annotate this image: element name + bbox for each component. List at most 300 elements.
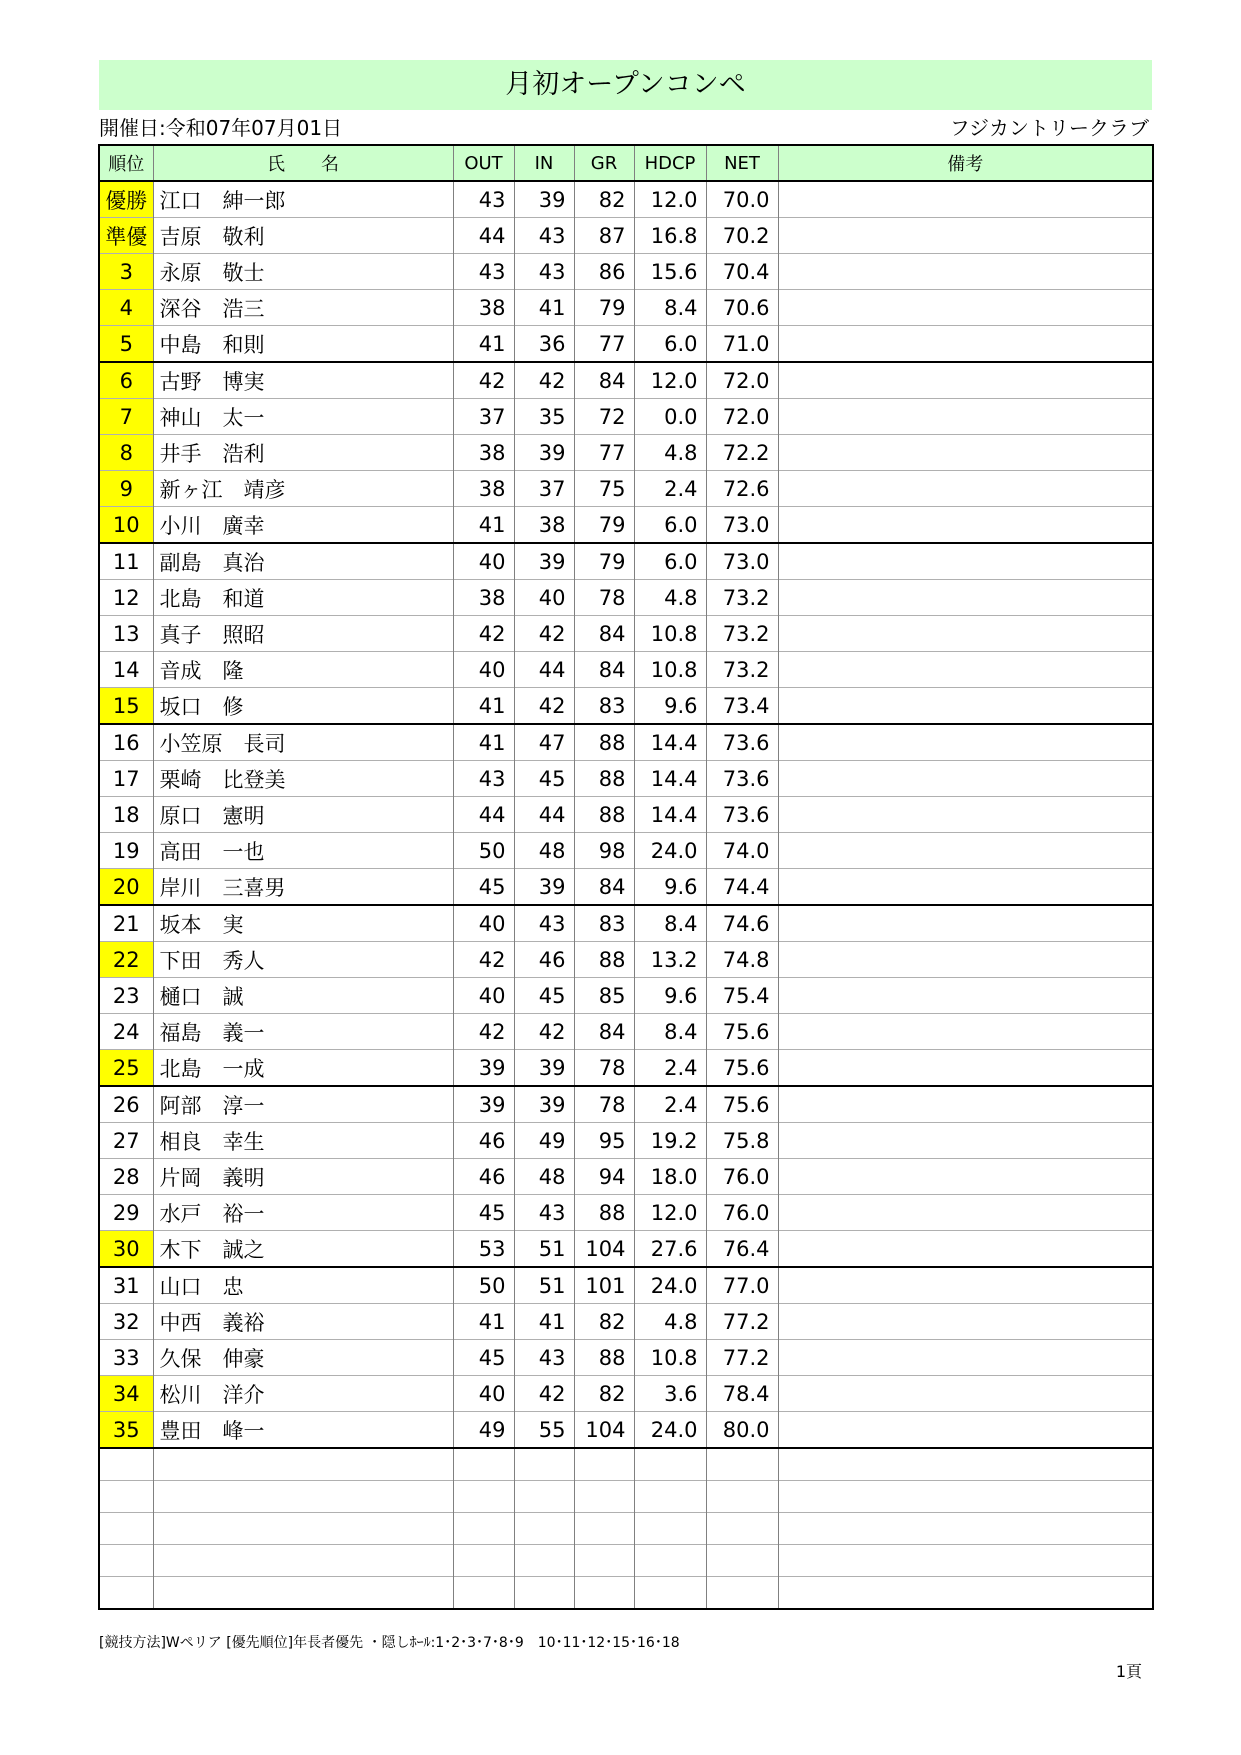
cell-name: 坂口 修	[153, 688, 453, 725]
cell-remarks	[778, 905, 1153, 942]
cell-hdcp: 4.8	[634, 435, 706, 471]
cell-in: 42	[514, 688, 574, 725]
cell-rank: 準優	[99, 218, 153, 254]
empty-cell	[634, 1545, 706, 1577]
cell-gr: 94	[574, 1159, 634, 1195]
empty-row	[99, 1577, 1153, 1610]
cell-out: 46	[453, 1123, 514, 1159]
cell-name: 音成 隆	[153, 652, 453, 688]
cell-rank: 24	[99, 1014, 153, 1050]
cell-out: 45	[453, 1195, 514, 1231]
cell-net: 70.0	[706, 181, 778, 218]
cell-in: 44	[514, 797, 574, 833]
table-row	[99, 978, 1153, 1014]
cell-gr: 98	[574, 833, 634, 869]
col-header-remarks: 備考	[778, 145, 1153, 181]
cell-in: 39	[514, 543, 574, 580]
cell-net: 73.4	[706, 688, 778, 725]
empty-row	[99, 1513, 1153, 1545]
cell-out: 44	[453, 797, 514, 833]
cell-net: 75.6	[706, 1086, 778, 1123]
cell-net: 80.0	[706, 1412, 778, 1449]
competition-rules-note: [競技方法]Wペリア [優先順位]年長者優先 ・隠しﾎｰﾙ:1･2･3･7･8･9 10･11･12･15･16･18	[99, 1635, 680, 1651]
cell-in: 44	[514, 652, 574, 688]
cell-gr: 88	[574, 797, 634, 833]
cell-gr: 77	[574, 326, 634, 363]
cell-rank: 35	[99, 1412, 153, 1449]
cell-rank: 19	[99, 833, 153, 869]
cell-rank: 3	[99, 254, 153, 290]
empty-cell	[574, 1448, 634, 1481]
cell-in: 42	[514, 1014, 574, 1050]
table-row	[99, 580, 1153, 616]
cell-net: 73.6	[706, 724, 778, 761]
cell-out: 45	[453, 1340, 514, 1376]
cell-remarks	[778, 688, 1153, 725]
cell-hdcp: 2.4	[634, 1086, 706, 1123]
empty-row	[99, 1545, 1153, 1577]
cell-net: 76.0	[706, 1195, 778, 1231]
cell-remarks	[778, 1086, 1153, 1123]
cell-out: 41	[453, 507, 514, 544]
cell-rank: 23	[99, 978, 153, 1014]
cell-net: 73.0	[706, 543, 778, 580]
empty-cell	[99, 1577, 153, 1610]
cell-out: 53	[453, 1231, 514, 1268]
header-row	[99, 145, 1153, 181]
cell-name: 下田 秀人	[153, 942, 453, 978]
cell-hdcp: 9.6	[634, 869, 706, 906]
col-header-hdcp: HDCP	[634, 145, 706, 181]
table-row	[99, 471, 1153, 507]
cell-hdcp: 19.2	[634, 1123, 706, 1159]
cell-gr: 88	[574, 761, 634, 797]
table-row	[99, 290, 1153, 326]
cell-hdcp: 14.4	[634, 761, 706, 797]
cell-name: 岸川 三喜男	[153, 869, 453, 906]
cell-remarks	[778, 254, 1153, 290]
table-row	[99, 507, 1153, 544]
table-row	[99, 543, 1153, 580]
table-row	[99, 724, 1153, 761]
cell-remarks	[778, 580, 1153, 616]
col-header-name: 氏 名	[153, 145, 453, 181]
cell-name: 坂本 実	[153, 905, 453, 942]
cell-net: 76.4	[706, 1231, 778, 1268]
cell-in: 42	[514, 1376, 574, 1412]
cell-gr: 104	[574, 1412, 634, 1449]
cell-rank: 17	[99, 761, 153, 797]
empty-cell	[99, 1545, 153, 1577]
cell-rank: 8	[99, 435, 153, 471]
empty-cell	[778, 1513, 1153, 1545]
table-row	[99, 652, 1153, 688]
cell-out: 42	[453, 1014, 514, 1050]
cell-net: 73.2	[706, 616, 778, 652]
empty-cell	[153, 1577, 453, 1610]
cell-gr: 79	[574, 507, 634, 544]
empty-cell	[453, 1513, 514, 1545]
table-row	[99, 905, 1153, 942]
cell-in: 40	[514, 580, 574, 616]
cell-net: 70.6	[706, 290, 778, 326]
empty-cell	[514, 1448, 574, 1481]
cell-hdcp: 8.4	[634, 290, 706, 326]
cell-gr: 83	[574, 905, 634, 942]
table-row	[99, 399, 1153, 435]
cell-remarks	[778, 652, 1153, 688]
cell-net: 77.0	[706, 1267, 778, 1304]
cell-out: 42	[453, 616, 514, 652]
cell-hdcp: 6.0	[634, 326, 706, 363]
empty-cell	[574, 1513, 634, 1545]
cell-gr: 72	[574, 399, 634, 435]
cell-name: 小川 廣幸	[153, 507, 453, 544]
cell-net: 72.0	[706, 399, 778, 435]
cell-name: 江口 紳一郎	[153, 181, 453, 218]
cell-out: 39	[453, 1086, 514, 1123]
cell-remarks	[778, 616, 1153, 652]
cell-net: 75.6	[706, 1014, 778, 1050]
empty-cell	[574, 1545, 634, 1577]
cell-rank: 優勝	[99, 181, 153, 218]
cell-out: 42	[453, 362, 514, 399]
cell-gr: 82	[574, 1304, 634, 1340]
cell-out: 39	[453, 1050, 514, 1087]
table-row	[99, 1086, 1153, 1123]
cell-net: 70.4	[706, 254, 778, 290]
empty-cell	[706, 1448, 778, 1481]
cell-gr: 78	[574, 1086, 634, 1123]
cell-out: 50	[453, 1267, 514, 1304]
event-date: 開催日:令和07年07月01日	[99, 116, 343, 140]
cell-gr: 84	[574, 652, 634, 688]
cell-in: 41	[514, 290, 574, 326]
cell-name: 樋口 誠	[153, 978, 453, 1014]
cell-rank: 26	[99, 1086, 153, 1123]
cell-rank: 16	[99, 724, 153, 761]
cell-in: 37	[514, 471, 574, 507]
cell-out: 43	[453, 254, 514, 290]
cell-out: 41	[453, 326, 514, 363]
cell-hdcp: 16.8	[634, 218, 706, 254]
cell-name: 中島 和則	[153, 326, 453, 363]
empty-cell	[514, 1513, 574, 1545]
cell-out: 44	[453, 218, 514, 254]
cell-in: 45	[514, 761, 574, 797]
empty-cell	[453, 1448, 514, 1481]
cell-hdcp: 15.6	[634, 254, 706, 290]
cell-gr: 83	[574, 688, 634, 725]
cell-net: 73.6	[706, 797, 778, 833]
cell-remarks	[778, 290, 1153, 326]
empty-cell	[706, 1481, 778, 1513]
cell-hdcp: 8.4	[634, 905, 706, 942]
col-header-rank: 順位	[99, 145, 153, 181]
cell-name: 吉原 敬利	[153, 218, 453, 254]
table-row	[99, 1340, 1153, 1376]
cell-rank: 20	[99, 869, 153, 906]
cell-in: 48	[514, 833, 574, 869]
cell-name: 新ヶ江 靖彦	[153, 471, 453, 507]
cell-hdcp: 24.0	[634, 833, 706, 869]
cell-gr: 78	[574, 580, 634, 616]
cell-remarks	[778, 1304, 1153, 1340]
table-row	[99, 797, 1153, 833]
cell-name: 北島 和道	[153, 580, 453, 616]
cell-hdcp: 4.8	[634, 580, 706, 616]
cell-gr: 88	[574, 942, 634, 978]
col-header-in: IN	[514, 145, 574, 181]
cell-remarks	[778, 507, 1153, 544]
cell-in: 45	[514, 978, 574, 1014]
cell-gr: 87	[574, 218, 634, 254]
cell-net: 70.2	[706, 218, 778, 254]
cell-rank: 28	[99, 1159, 153, 1195]
empty-cell	[706, 1545, 778, 1577]
table-row	[99, 1231, 1153, 1268]
empty-cell	[634, 1577, 706, 1610]
cell-gr: 86	[574, 254, 634, 290]
results-body	[99, 181, 1153, 1609]
cell-hdcp: 2.4	[634, 471, 706, 507]
cell-remarks	[778, 362, 1153, 399]
cell-remarks	[778, 471, 1153, 507]
cell-name: 神山 太一	[153, 399, 453, 435]
cell-in: 51	[514, 1267, 574, 1304]
empty-cell	[514, 1577, 574, 1610]
cell-remarks	[778, 435, 1153, 471]
cell-gr: 88	[574, 1340, 634, 1376]
cell-remarks	[778, 1014, 1153, 1050]
table-row	[99, 1159, 1153, 1195]
cell-name: 栗崎 比登美	[153, 761, 453, 797]
cell-gr: 77	[574, 435, 634, 471]
cell-hdcp: 0.0	[634, 399, 706, 435]
cell-rank: 33	[99, 1340, 153, 1376]
cell-net: 77.2	[706, 1340, 778, 1376]
cell-net: 74.4	[706, 869, 778, 906]
cell-hdcp: 9.6	[634, 688, 706, 725]
cell-hdcp: 27.6	[634, 1231, 706, 1268]
col-header-gr: GR	[574, 145, 634, 181]
table-row	[99, 869, 1153, 906]
cell-in: 38	[514, 507, 574, 544]
cell-out: 40	[453, 978, 514, 1014]
cell-rank: 6	[99, 362, 153, 399]
cell-out: 38	[453, 435, 514, 471]
cell-rank: 5	[99, 326, 153, 363]
table-row	[99, 218, 1153, 254]
empty-cell	[99, 1481, 153, 1513]
table-row	[99, 435, 1153, 471]
cell-hdcp: 14.4	[634, 724, 706, 761]
club-name: フジカントリークラブ	[949, 116, 1149, 140]
cell-rank: 31	[99, 1267, 153, 1304]
cell-gr: 79	[574, 543, 634, 580]
cell-net: 73.0	[706, 507, 778, 544]
cell-hdcp: 10.8	[634, 1340, 706, 1376]
cell-out: 45	[453, 869, 514, 906]
cell-hdcp: 12.0	[634, 1195, 706, 1231]
empty-cell	[574, 1481, 634, 1513]
cell-rank: 29	[99, 1195, 153, 1231]
cell-rank: 12	[99, 580, 153, 616]
cell-remarks	[778, 761, 1153, 797]
empty-cell	[778, 1577, 1153, 1610]
table-row	[99, 1267, 1153, 1304]
cell-rank: 14	[99, 652, 153, 688]
results-table	[98, 144, 1154, 1610]
table-row	[99, 1412, 1153, 1449]
empty-cell	[778, 1545, 1153, 1577]
cell-name: 久保 伸豪	[153, 1340, 453, 1376]
cell-out: 37	[453, 399, 514, 435]
cell-in: 43	[514, 254, 574, 290]
cell-in: 39	[514, 435, 574, 471]
cell-in: 41	[514, 1304, 574, 1340]
cell-rank: 15	[99, 688, 153, 725]
cell-net: 71.0	[706, 326, 778, 363]
cell-name: 小笠原 長司	[153, 724, 453, 761]
empty-cell	[778, 1481, 1153, 1513]
cell-in: 36	[514, 326, 574, 363]
cell-hdcp: 4.8	[634, 1304, 706, 1340]
empty-cell	[453, 1545, 514, 1577]
cell-rank: 7	[99, 399, 153, 435]
cell-in: 48	[514, 1159, 574, 1195]
cell-name: 片岡 義明	[153, 1159, 453, 1195]
cell-remarks	[778, 833, 1153, 869]
empty-cell	[574, 1577, 634, 1610]
cell-hdcp: 2.4	[634, 1050, 706, 1087]
cell-hdcp: 12.0	[634, 181, 706, 218]
cell-remarks	[778, 1376, 1153, 1412]
cell-in: 49	[514, 1123, 574, 1159]
cell-name: 古野 博実	[153, 362, 453, 399]
cell-net: 72.0	[706, 362, 778, 399]
cell-gr: 104	[574, 1231, 634, 1268]
table-row	[99, 688, 1153, 725]
cell-name: 水戸 裕一	[153, 1195, 453, 1231]
cell-out: 40	[453, 652, 514, 688]
cell-net: 74.0	[706, 833, 778, 869]
empty-cell	[634, 1448, 706, 1481]
cell-rank: 4	[99, 290, 153, 326]
cell-rank: 34	[99, 1376, 153, 1412]
cell-out: 38	[453, 290, 514, 326]
cell-name: 福島 義一	[153, 1014, 453, 1050]
cell-out: 43	[453, 181, 514, 218]
cell-gr: 88	[574, 724, 634, 761]
col-header-net: NET	[706, 145, 778, 181]
cell-out: 42	[453, 942, 514, 978]
cell-remarks	[778, 218, 1153, 254]
cell-hdcp: 6.0	[634, 543, 706, 580]
cell-out: 41	[453, 688, 514, 725]
empty-cell	[153, 1481, 453, 1513]
col-header-out: OUT	[453, 145, 514, 181]
table-row	[99, 942, 1153, 978]
cell-out: 40	[453, 905, 514, 942]
empty-cell	[514, 1545, 574, 1577]
cell-hdcp: 24.0	[634, 1267, 706, 1304]
cell-remarks	[778, 1050, 1153, 1087]
cell-remarks	[778, 326, 1153, 363]
cell-hdcp: 8.4	[634, 1014, 706, 1050]
table-row	[99, 1195, 1153, 1231]
cell-hdcp: 14.4	[634, 797, 706, 833]
cell-out: 41	[453, 1304, 514, 1340]
empty-cell	[706, 1513, 778, 1545]
table-row	[99, 1014, 1153, 1050]
cell-gr: 95	[574, 1123, 634, 1159]
cell-net: 73.2	[706, 652, 778, 688]
cell-net: 74.8	[706, 942, 778, 978]
cell-rank: 9	[99, 471, 153, 507]
cell-out: 41	[453, 724, 514, 761]
cell-in: 43	[514, 1340, 574, 1376]
cell-net: 72.2	[706, 435, 778, 471]
empty-cell	[153, 1545, 453, 1577]
cell-rank: 25	[99, 1050, 153, 1087]
cell-hdcp: 6.0	[634, 507, 706, 544]
table-row	[99, 181, 1153, 218]
table-row	[99, 326, 1153, 363]
cell-remarks	[778, 1231, 1153, 1268]
cell-gr: 79	[574, 290, 634, 326]
table-row	[99, 1376, 1153, 1412]
empty-cell	[778, 1448, 1153, 1481]
cell-in: 39	[514, 1086, 574, 1123]
cell-hdcp: 10.8	[634, 616, 706, 652]
cell-name: 松川 洋介	[153, 1376, 453, 1412]
empty-cell	[514, 1481, 574, 1513]
cell-remarks	[778, 978, 1153, 1014]
cell-net: 77.2	[706, 1304, 778, 1340]
cell-net: 75.6	[706, 1050, 778, 1087]
cell-remarks	[778, 869, 1153, 906]
cell-rank: 32	[99, 1304, 153, 1340]
cell-name: 永原 敬士	[153, 254, 453, 290]
table-row	[99, 362, 1153, 399]
cell-hdcp: 13.2	[634, 942, 706, 978]
cell-hdcp: 24.0	[634, 1412, 706, 1449]
empty-cell	[634, 1513, 706, 1545]
empty-row	[99, 1448, 1153, 1481]
cell-remarks	[778, 543, 1153, 580]
cell-name: 豊田 峰一	[153, 1412, 453, 1449]
cell-gr: 88	[574, 1195, 634, 1231]
empty-cell	[153, 1513, 453, 1545]
cell-out: 50	[453, 833, 514, 869]
cell-in: 42	[514, 362, 574, 399]
table-row	[99, 1123, 1153, 1159]
cell-rank: 30	[99, 1231, 153, 1268]
cell-rank: 22	[99, 942, 153, 978]
cell-rank: 10	[99, 507, 153, 544]
cell-out: 38	[453, 580, 514, 616]
cell-out: 38	[453, 471, 514, 507]
cell-in: 39	[514, 1050, 574, 1087]
cell-in: 47	[514, 724, 574, 761]
cell-in: 39	[514, 181, 574, 218]
cell-name: 真子 照昭	[153, 616, 453, 652]
table-row	[99, 833, 1153, 869]
cell-gr: 82	[574, 181, 634, 218]
cell-name: 高田 一也	[153, 833, 453, 869]
cell-gr: 101	[574, 1267, 634, 1304]
